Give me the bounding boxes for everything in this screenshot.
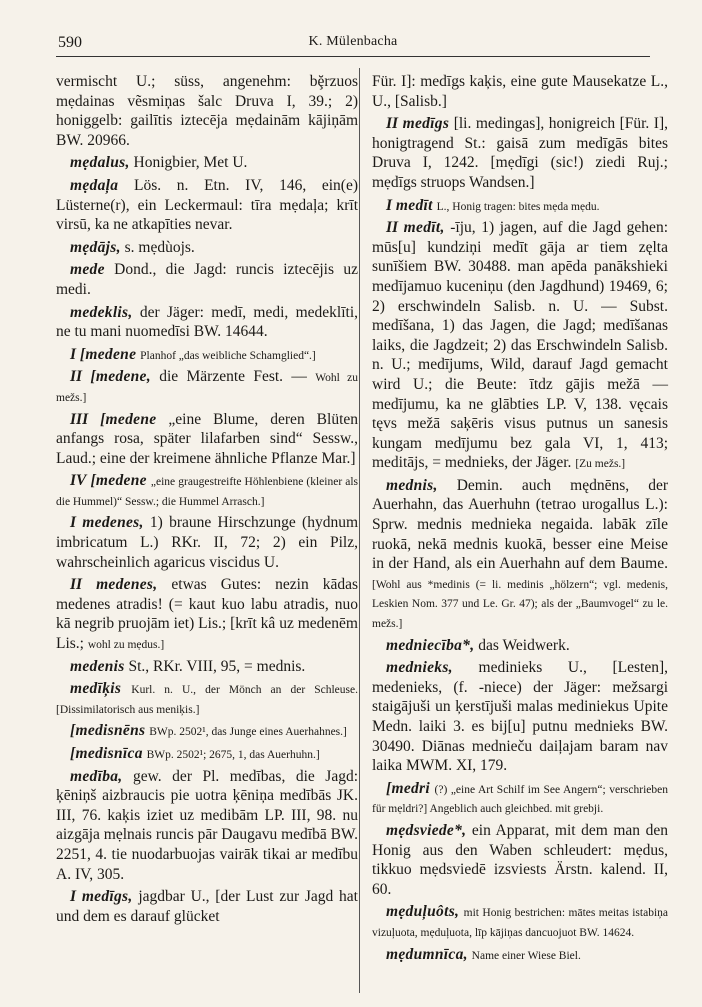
- entry-note: L., Honig tragen: bites mẹda mẹdu.: [436, 200, 600, 213]
- dictionary-entry: [56, 657, 358, 677]
- entry-roman-numeral: II: [70, 368, 83, 386]
- entry-definition: etwas Gutes: nezin kādas medenes atradis! (= kaut kuo labu atradis, nuo kā negrib pruojām iet) Lis.; [krīt kâ uz medenēm Lis.;: [56, 576, 358, 653]
- dictionary-entry: [372, 476, 668, 633]
- entry-headword: [medene: [100, 410, 157, 428]
- entry-definition: der Jäger: medī, medi, medeklīti, ne tu mani nuomedīsi BW. 14644.: [56, 303, 359, 341]
- dictionary-entry: [56, 238, 358, 258]
- dictionary-entry: [56, 767, 358, 885]
- entry-note: [Wohl aus *medinis (= li. medinis „hölzern“; vgl. medenis, Leskien Nom. 377 und Le. Gr. 47); als der „Baumvogel“ zu le. mežs.]: [372, 578, 668, 631]
- entry-definition: Für. I]: medīgs kaķis, eine gute Mausekatze L., U., [Salisb.]: [372, 73, 668, 110]
- entry-note: „eine graugestreifte Höhlenbiene (kleiner als die Hummel)“ Sessw.; die Hummel Arrasch.]: [56, 476, 359, 508]
- entry-headword: [medisnēns: [70, 722, 146, 740]
- dictionary-entry: [372, 114, 668, 192]
- entry-roman-numeral: I: [386, 196, 393, 214]
- entry-headword: medniecība*,: [386, 636, 475, 654]
- entry-headword: medīt,: [403, 219, 445, 237]
- dictionary-entry: [56, 575, 358, 653]
- dictionary-entry: [56, 410, 358, 469]
- entry-note: wohl zu mẹdus.]: [87, 639, 165, 652]
- entry-roman-numeral: I: [70, 888, 77, 906]
- entry-roman-numeral: II: [70, 576, 83, 594]
- entry-definition: medinieks U., [Lesten], medenieks, (f. -niece) der Jäger: mežsargi staigājuši un ķerstījuši malas mediniekus Upite Medn. laiki 3. es bij[u] putnu mednieks BW. 30490. Diānas mednieču daiļajam baram nav laika MWM. XI, 179.: [372, 659, 668, 775]
- entry-headword: medenis: [70, 657, 125, 675]
- dictionary-entry: [372, 218, 668, 473]
- entry-definition: Honigbier, Met U.: [133, 154, 248, 172]
- entry-note: Planhof „das weibliche Schamglied“.]: [140, 349, 316, 362]
- page-number: 590: [58, 34, 82, 51]
- entry-headword: [medri: [386, 779, 430, 797]
- entry-roman-numeral: II: [386, 219, 399, 237]
- entry-definition: Dond., die Jagd: runcis iztecējis uz medi.: [56, 261, 359, 298]
- dictionary-entry: [56, 744, 358, 764]
- entry-headword: mednieks,: [386, 659, 453, 677]
- entry-definition: „eine Blume, deren Blüten anfangs rosa, später lilafarben sind“ Sessw., Laud.; eine der kreimene ähnliche Pflanze Mar.]: [56, 410, 359, 467]
- dictionary-entry: [56, 72, 358, 150]
- dictionary-entry: [56, 260, 358, 299]
- dictionary-entry: [372, 196, 668, 216]
- dictionary-entry: [56, 303, 358, 342]
- entry-definition: 1) braune Hirschzunge (hydnum imbricatum L.) RKr. II, 72; 2) ein Pilz, wahrscheinlich agaricus viscidus U.: [56, 514, 359, 571]
- dictionary-entry: [56, 887, 358, 926]
- entry-definition: die Märzente Fest. —: [159, 368, 307, 386]
- dictionary-entry: [56, 176, 358, 235]
- dictionary-entry: [372, 945, 668, 965]
- right-column: [372, 72, 668, 967]
- dictionary-entry: [56, 679, 358, 718]
- entry-headword: mednis,: [386, 476, 438, 494]
- dictionary-entry: [372, 779, 668, 818]
- dictionary-entry: [56, 345, 358, 365]
- entry-definition: ein Apparat, mit dem man den Honig aus den Waben schleudert: mẹdus, tikkuo mẹdsviedē izsviests Ärstn. kalend. II, 60.: [372, 821, 668, 898]
- entry-headword: mẹdājs,: [70, 238, 121, 256]
- entry-roman-numeral: IV: [70, 472, 87, 490]
- entry-roman-numeral: III: [70, 410, 89, 428]
- dictionary-entry: [372, 658, 668, 776]
- entry-headword: medīgs,: [81, 888, 133, 906]
- entry-roman-numeral: II: [386, 115, 399, 133]
- entry-headword: medīgs: [402, 115, 450, 133]
- entry-headword: medenes,: [96, 576, 158, 594]
- entry-note: Name einer Wiese Biel.: [471, 949, 581, 962]
- entry-headword: [medene,: [90, 368, 151, 386]
- entry-headword: mẹdalus,: [70, 154, 130, 172]
- entry-definition: St., RKr. VIII, 95, = mednis.: [128, 657, 306, 675]
- entry-headword: mẹdumnīca,: [386, 945, 468, 963]
- entry-note: Wohl zu mežs.]: [56, 372, 359, 404]
- entry-definition: Demin. auch mędnēns, der Auerhahn, das Auerhuhn (tetrao urogallus L.): Sprw. mednis mednieka negaida. labāk zīle ruokā, nekā mednis kuokā, besser eine Meise in der Hand, als ein Auerhahn auf dem Baume.: [372, 476, 668, 573]
- entry-note: BWp. 2502¹, das Junge eines Auerhahnes.]: [149, 726, 347, 739]
- entry-headword: mẹdsviede*,: [386, 821, 467, 839]
- entry-headword: [medene: [90, 472, 147, 490]
- entry-headword: mẹdaļa: [70, 176, 119, 194]
- entry-headword: medība,: [70, 767, 123, 785]
- dictionary-entry: [56, 471, 358, 510]
- entry-note: (?) „eine Art Schilf im See Angern“; verschrieben für mẹldri?] Angeblich auch gleichbed. mit grebji.: [372, 783, 668, 816]
- dictionary-entry: [56, 721, 358, 741]
- entry-headword: medeklis,: [70, 303, 133, 321]
- entry-headword: medenes,: [82, 514, 144, 532]
- entry-headword: mẹduļuôts,: [386, 903, 460, 921]
- entry-definition: das Weidwerk.: [478, 636, 570, 654]
- entry-note: Kurl. n. U., der Mönch an der Schleuse. [Dissimilatorisch aus meniķis.]: [56, 684, 358, 716]
- left-column: [56, 72, 358, 929]
- entry-definition: jagdbar U., [der Lust zur Jagd hat und dem es darauf glücket: [56, 888, 358, 925]
- entry-note: [Zu mežs.]: [575, 458, 626, 471]
- column-divider: [359, 68, 360, 993]
- entry-definition: gew. der Pl. medības, die Jagd: ķēniņš aizbraucis pie uotra ķēniņa medībās JK. III, 76. kaķis iziet uz medibām LP. III, 98. nu aizgāja mẹlnais runcis pār Daugavu medībā BW. 2251, 4. tie nuodarbuojas vairāk tikai ar medību A. IV, 305.: [56, 767, 359, 883]
- dictionary-entry: [372, 636, 668, 656]
- entry-definition: vermischt U.; süss, angenehm: bḝrzuos mẹdainas vẽsmiņas šalc Druva I, 39.; 2) honiggelb: gailītis iztecēja mẹdainām kājiņām BW. 20966.: [56, 73, 358, 149]
- dictionary-entry: [372, 72, 668, 111]
- entry-headword: medīķis: [70, 680, 122, 698]
- entry-note: BWp. 2502¹; 2675, 1, das Auerhuhn.]: [146, 749, 320, 761]
- entry-definition: s. mẹdùojs.: [124, 238, 195, 256]
- entry-note: mit Honig bestrichen: mātes meitas istabiņa vizuļuota, mẹduļuota, līp kājiņas dancuojuot BW. 14624.: [372, 907, 669, 939]
- page-header: [56, 30, 650, 57]
- dictionary-entry: [372, 821, 668, 899]
- entry-roman-numeral: I: [70, 345, 77, 363]
- entry-definition: -īju, 1) jagen, auf die Jagd gehen: mūs[u] kundziņi medīt gāja ar tiem zęlta sunīšiem BW. 30488. man apēda panākshieki medījamuo kuceniņu (den Jagdhund) 19469, 6; 2) erschwindeln Salisb. n. U. — Subst. medīšana, 1) das Jagen, die Jagd; medīšanas laiks, die Jagdzeit; 2) das Erschwindeln Salisb. n. U.; medījums, Wild, darauf Jagd gemacht wird U.; die Beute: ītdz gājis mežā — medījumu, ka ne glābties LP. V, 138. vęcais tęvs mežā saķēris visus putnus un sanesis kungam medījumu bez gala VI, 1, 413; meditājs, = mednieks, der Jäger.: [372, 219, 668, 472]
- dictionary-entry: [56, 513, 358, 572]
- entry-headword: [medene: [79, 345, 137, 363]
- entry-headword: [medisnīca: [70, 745, 143, 762]
- dictionary-entry: [56, 153, 358, 173]
- dictionary-entry: [56, 367, 358, 406]
- entry-headword: mede: [70, 261, 105, 279]
- running-head: K. Mülenbacha: [308, 34, 398, 49]
- entry-headword: medīt: [395, 196, 433, 214]
- entry-roman-numeral: I: [70, 514, 77, 532]
- entry-definition: [li. medingas], honigreich [Für. I], honigtragend St.: gaisā zum medīgās bites Druva I, 1242. [mẹdīgi (sic!) ziedi Ruj.; mẹdīgs struops Wandsen.]: [372, 115, 669, 191]
- dictionary-entry: [372, 902, 668, 941]
- entry-definition: Lös. n. Etn. IV, 146, ein(e) Lüsterne(r), ein Leckermaul: tīra mẹdaļa; krīt virsū, ka ne atkapīties nevar.: [56, 176, 359, 234]
